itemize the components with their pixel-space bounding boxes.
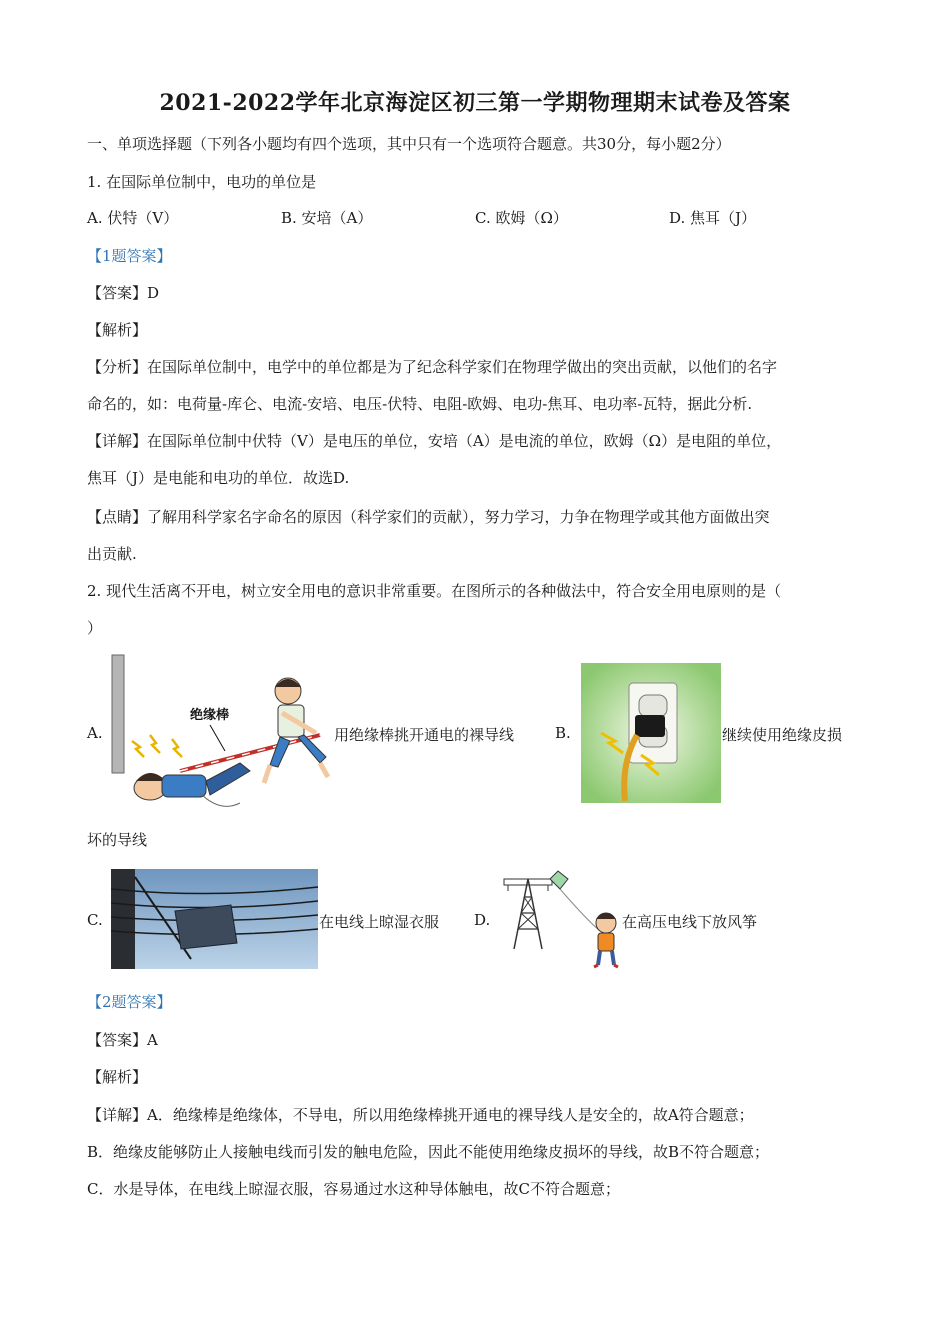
q2-xiangjie-line-3: C．水是导体，在电线上晾湿衣服，容易通过水这种导体触电，故C不符合题意； <box>87 1180 620 1198</box>
q1-option-d: D. 焦耳（J） <box>669 209 757 227</box>
q1-analysis-header: 【解析】 <box>87 321 148 339</box>
q2-option-b-text-1: 继续使用绝缘皮损 <box>722 726 843 744</box>
q1-fenxi-line-2: 命名的，如：电荷量-库仑、电流-安培、电压-伏特、电阻-欧姆、电功-焦耳、电功率-瓦特，据此分析. <box>87 395 753 413</box>
wet-clothes-on-wire-photo <box>111 869 318 969</box>
section-heading: 一、单项选择题（下列各小题均有四个选项，其中只有一个选项符合题意。共30分，每小题2分） <box>87 135 731 153</box>
q1-fenxi-line-1: 【分析】在国际单位制中，电学中的单位都是为了纪念科学家们在物理学做出的突出贡献，以他们的名字 <box>87 358 778 376</box>
q1-xiangjie-line-1: 【详解】在国际单位制中伏特（V）是电压的单位，安培（A）是电流的单位，欧姆（Ω）是电阻的单位， <box>87 432 782 450</box>
q2-stem-line-2: ） <box>87 619 103 637</box>
q1-answer-header: 【1题答案】 <box>87 247 172 265</box>
q2-stem-line-1: 2. 现代生活离不开电，树立安全用电的意识非常重要。在图所示的各种做法中，符合安全用电原则的是（ <box>87 582 782 600</box>
q1-option-c: C. 欧姆（Ω） <box>475 209 568 227</box>
q2-option-d-letter: D. <box>474 911 491 929</box>
q2-option-c-letter: C. <box>87 911 103 929</box>
q2-xiangjie-line-1: 【详解】A．绝缘棒是绝缘体，不导电，所以用绝缘棒挑开通电的裸导线人是安全的，故A符合题意； <box>87 1106 754 1124</box>
kite-under-power-line-illustration <box>496 869 622 971</box>
q2-answer-header: 【2题答案】 <box>87 993 172 1011</box>
q1-xiangjie-line-2: 焦耳（J）是电能和电功的单位．故选D. <box>87 469 350 487</box>
damaged-wire-illustration <box>581 663 721 803</box>
q1-dianjing-line-2: 出贡献. <box>87 545 137 563</box>
q2-option-b-letter: B. <box>555 724 571 742</box>
q1-option-b: B. 安培（A） <box>281 209 373 227</box>
q2-answer: 【答案】A <box>87 1031 158 1049</box>
q2-option-c-text: 在电线上晾湿衣服 <box>319 913 440 931</box>
insulating-rod-illustration <box>110 653 335 818</box>
q1-option-a: A. 伏特（V） <box>87 209 179 227</box>
q2-xiangjie-line-2: B．绝缘皮能够防止人接触电线而引发的触电危险，因此不能使用绝缘皮损坏的导线，故B不符合题意； <box>87 1143 770 1161</box>
q2-option-d-text: 在高压电线下放风筝 <box>622 913 758 931</box>
q2-option-b-text-2: 坏的导线 <box>87 831 148 849</box>
q2-option-a-text: 用绝缘棒挑开通电的裸导线 <box>334 726 515 744</box>
q1-dianjing-line-1: 【点睛】了解用科学家名字命名的原因（科学家们的贡献），努力学习，力争在物理学或其他方面做出突 <box>87 508 770 526</box>
insulating-rod-label: 绝缘棒 <box>190 707 230 722</box>
q1-answer: 【答案】D <box>87 284 160 302</box>
q2-option-a-letter: A. <box>87 724 103 742</box>
q1-stem: 1. 在国际单位制中，电功的单位是 <box>87 173 317 191</box>
page-title: 2021-2022学年北京海淀区初三第一学期物理期末试卷及答案 <box>159 90 791 116</box>
q2-analysis-header: 【解析】 <box>87 1068 148 1086</box>
